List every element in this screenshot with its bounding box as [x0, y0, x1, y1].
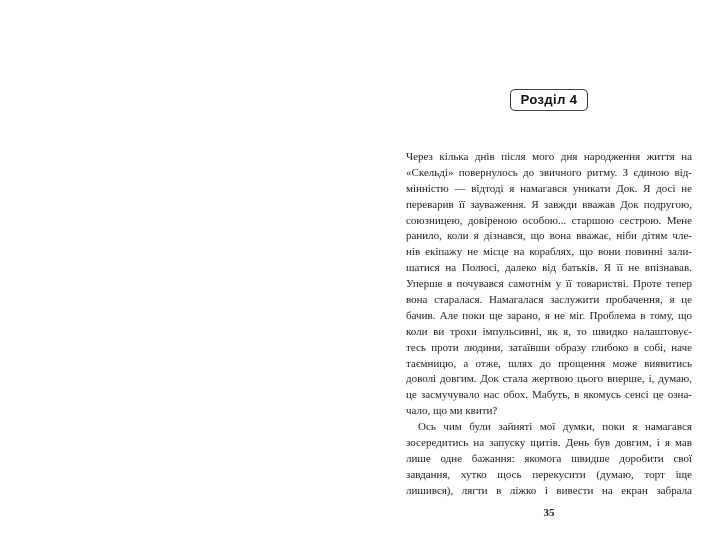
- text-line: чало, що ми квити?: [406, 405, 498, 418]
- text-line: лише одне бажання: якомога швидше доробити свої: [406, 452, 692, 465]
- chapter-heading: [510, 89, 589, 111]
- text-line: лишився), лягти в ліжко і вивести на екран забрала: [406, 484, 692, 497]
- text-line: Ось чим були зайняті мої думки, поки я намагався: [418, 421, 692, 434]
- text-line: Через кілька днів після мого дня народження життя на: [406, 151, 692, 163]
- text-line: завдання, хутко щось перекусити (думаю, торт іще: [406, 468, 692, 481]
- text-line: союзницею, довіреною особою... старшою сестрою. Мене: [406, 214, 692, 227]
- text-line: коли ви трохи імпульсивні, як я, то швидко налаштовує-: [406, 325, 692, 338]
- body-text: [406, 150, 692, 500]
- chapter-title: Розділ 4: [520, 92, 578, 107]
- text-line: зосередитись на запуску щитів. День був довгим, і я мав: [406, 437, 692, 450]
- text-line: мінністю — відтоді я намагався уникати Док. Я досі не: [406, 182, 692, 195]
- chapter-heading-row: [406, 89, 692, 111]
- text-line: шатися на Полюсі, далеко від батьків. Я її не впізнавав.: [406, 262, 692, 275]
- text-line: ранило, коли я дізнався, що вона вважає, ніби дітям чле-: [406, 230, 692, 243]
- text-line: бачив. Але поки ще зарано, я не міг. Проблема в тому, що: [406, 309, 692, 322]
- text-line: «Скельді» повернулось до звичного ритму. З єдиною від-: [406, 166, 692, 179]
- text-line: доволі довгим. Док стала жертвою цього вперше, і, думаю,: [406, 373, 692, 386]
- text-line: тесь проти людини, затаївши образу глибоко в собі, наче: [406, 341, 692, 354]
- text-line: це засмучувало нас обох. Мабуть, в якомусь сенсі це озна-: [406, 389, 692, 402]
- text-line: переварив її зауваження. Я завжди вважав Док подругою,: [406, 198, 692, 211]
- page-number: 35: [543, 507, 555, 519]
- text-line: нів екіпажу не місце на кораблях, що вони повинні зали-: [406, 246, 692, 259]
- text-line: таємницю, а отже, шлях до прощення може виявитись: [406, 357, 692, 370]
- text-line: вона старалася. Намагалася заслужити пробачення, я це: [406, 294, 692, 307]
- text-line: Уперше я почувався самотнім у її товаристві. Проте тепер: [406, 278, 692, 291]
